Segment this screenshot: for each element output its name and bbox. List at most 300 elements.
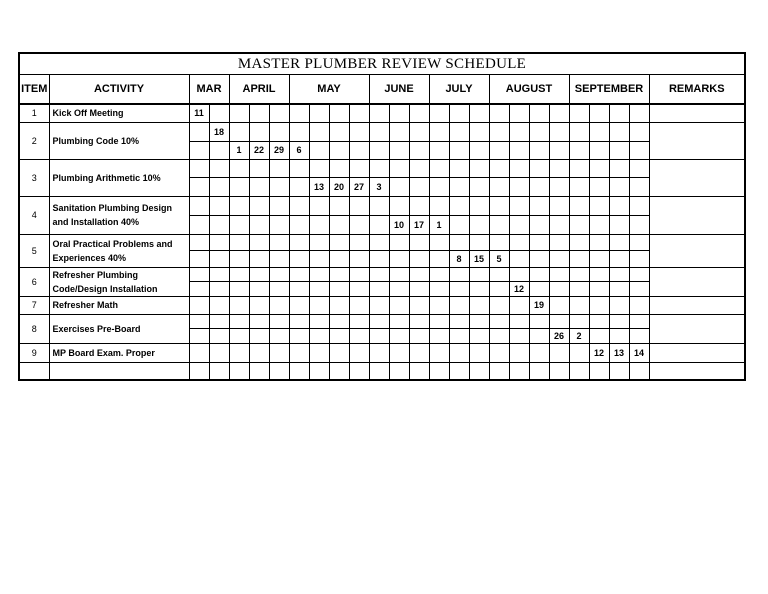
week-cell xyxy=(509,362,529,380)
remarks-cell xyxy=(649,122,745,159)
week-cell xyxy=(549,196,569,215)
week-cell xyxy=(589,104,609,122)
week-cell xyxy=(189,250,209,267)
week-cell xyxy=(289,215,309,234)
week-cell xyxy=(289,159,309,177)
week-cell xyxy=(449,141,469,159)
schedule-body xyxy=(19,104,745,380)
week-cell xyxy=(269,296,289,314)
week-cell xyxy=(269,343,289,362)
week-cell xyxy=(609,196,629,215)
week-cell xyxy=(249,104,269,122)
week-cell xyxy=(229,177,249,196)
week-cell xyxy=(629,282,649,297)
week-cell xyxy=(289,250,309,267)
week-cell xyxy=(229,362,249,380)
week-cell xyxy=(289,362,309,380)
week-cell xyxy=(449,343,469,362)
week-cell xyxy=(209,234,229,250)
week-cell xyxy=(249,159,269,177)
week-cell xyxy=(609,328,629,343)
table-row xyxy=(19,104,745,122)
week-cell xyxy=(569,141,589,159)
schedule-date: 20 xyxy=(329,177,349,196)
week-cell xyxy=(189,122,209,141)
week-cell xyxy=(289,177,309,196)
week-cell xyxy=(349,159,369,177)
week-cell xyxy=(509,296,529,314)
week-cell xyxy=(189,296,209,314)
week-cell xyxy=(509,215,529,234)
week-cell xyxy=(389,250,409,267)
week-cell xyxy=(429,362,449,380)
item-number: 4 xyxy=(19,196,49,234)
week-cell xyxy=(469,328,489,343)
week-cell xyxy=(409,362,429,380)
week-cell xyxy=(269,196,289,215)
week-cell xyxy=(269,215,289,234)
week-cell xyxy=(349,343,369,362)
week-cell xyxy=(249,250,269,267)
week-cell xyxy=(249,282,269,297)
week-cell xyxy=(429,250,449,267)
week-cell xyxy=(309,267,329,282)
week-cell xyxy=(349,362,369,380)
week-cell xyxy=(269,234,289,250)
week-cell xyxy=(329,362,349,380)
week-cell xyxy=(309,215,329,234)
week-cell xyxy=(489,215,509,234)
week-cell xyxy=(229,343,249,362)
week-cell xyxy=(269,122,289,141)
week-cell xyxy=(609,250,629,267)
week-cell xyxy=(309,122,329,141)
week-cell xyxy=(489,177,509,196)
week-cell xyxy=(469,177,489,196)
week-cell xyxy=(589,362,609,380)
week-cell xyxy=(469,296,489,314)
week-cell xyxy=(449,296,469,314)
schedule-date: 12 xyxy=(509,282,529,297)
week-cell xyxy=(189,177,209,196)
table-row xyxy=(19,296,745,314)
week-cell xyxy=(289,267,309,282)
week-cell xyxy=(209,141,229,159)
week-cell xyxy=(449,196,469,215)
week-cell xyxy=(509,343,529,362)
week-cell xyxy=(489,296,509,314)
week-cell xyxy=(409,104,429,122)
week-cell xyxy=(569,104,589,122)
week-cell xyxy=(449,328,469,343)
week-cell xyxy=(329,141,349,159)
week-cell xyxy=(329,122,349,141)
week-cell xyxy=(209,296,229,314)
week-cell xyxy=(569,282,589,297)
week-cell xyxy=(269,282,289,297)
week-cell xyxy=(369,250,389,267)
week-cell xyxy=(409,141,429,159)
week-cell xyxy=(469,141,489,159)
activity-name: Exercises Pre-Board xyxy=(49,314,189,343)
week-cell xyxy=(609,314,629,328)
week-cell xyxy=(589,267,609,282)
week-cell xyxy=(309,362,329,380)
week-cell xyxy=(329,314,349,328)
week-cell xyxy=(349,296,369,314)
week-cell xyxy=(629,159,649,177)
schedule-date: 13 xyxy=(609,343,629,362)
week-cell xyxy=(209,177,229,196)
week-cell xyxy=(469,215,489,234)
schedule-date: 10 xyxy=(389,215,409,234)
week-cell xyxy=(349,314,369,328)
week-cell xyxy=(449,314,469,328)
week-cell xyxy=(189,314,209,328)
week-cell xyxy=(489,159,509,177)
week-cell xyxy=(249,215,269,234)
week-cell xyxy=(609,234,629,250)
week-cell xyxy=(389,267,409,282)
week-cell xyxy=(529,196,549,215)
week-cell xyxy=(629,362,649,380)
activity-name: Oral Practical Problems and Experiences 40% xyxy=(49,234,189,267)
week-cell xyxy=(249,343,269,362)
week-cell xyxy=(629,250,649,267)
week-cell xyxy=(449,159,469,177)
week-cell xyxy=(509,234,529,250)
week-cell xyxy=(529,314,549,328)
week-cell xyxy=(349,215,369,234)
week-cell xyxy=(449,122,469,141)
week-cell xyxy=(289,196,309,215)
schedule-date: 2 xyxy=(569,328,589,343)
week-cell xyxy=(229,314,249,328)
week-cell xyxy=(489,343,509,362)
week-cell xyxy=(529,250,549,267)
week-cell xyxy=(509,141,529,159)
schedule-title: MASTER PLUMBER REVIEW SCHEDULE xyxy=(19,53,745,75)
week-cell xyxy=(589,234,609,250)
week-cell xyxy=(189,159,209,177)
week-cell xyxy=(629,215,649,234)
week-cell xyxy=(529,215,549,234)
week-cell xyxy=(329,296,349,314)
week-cell xyxy=(209,314,229,328)
schedule-date: 8 xyxy=(449,250,469,267)
week-cell xyxy=(369,141,389,159)
week-cell xyxy=(289,328,309,343)
week-cell xyxy=(629,328,649,343)
week-cell xyxy=(409,159,429,177)
week-cell xyxy=(489,122,509,141)
week-cell xyxy=(489,267,509,282)
week-cell xyxy=(229,159,249,177)
week-cell xyxy=(249,196,269,215)
week-cell xyxy=(549,314,569,328)
week-cell xyxy=(389,177,409,196)
week-cell xyxy=(549,343,569,362)
week-cell xyxy=(549,141,569,159)
week-cell xyxy=(329,343,349,362)
week-cell xyxy=(389,282,409,297)
week-cell xyxy=(589,314,609,328)
week-cell xyxy=(369,196,389,215)
week-cell xyxy=(189,196,209,215)
week-cell xyxy=(389,104,409,122)
month-header-june: JUNE xyxy=(369,75,429,105)
week-cell xyxy=(389,122,409,141)
week-cell xyxy=(409,343,429,362)
week-cell xyxy=(389,343,409,362)
week-cell xyxy=(569,343,589,362)
week-cell xyxy=(369,104,389,122)
week-cell xyxy=(589,177,609,196)
review-schedule-table xyxy=(18,52,746,381)
week-cell xyxy=(269,362,289,380)
week-cell xyxy=(449,234,469,250)
week-cell xyxy=(509,314,529,328)
item-number: 8 xyxy=(19,314,49,343)
week-cell xyxy=(589,296,609,314)
week-cell xyxy=(209,267,229,282)
week-cell xyxy=(209,282,229,297)
week-cell xyxy=(449,177,469,196)
schedule-date: 11 xyxy=(189,104,209,122)
week-cell xyxy=(409,196,429,215)
week-cell xyxy=(329,196,349,215)
table-row xyxy=(19,196,745,215)
week-cell xyxy=(389,328,409,343)
week-cell xyxy=(269,314,289,328)
week-cell xyxy=(349,141,369,159)
week-cell xyxy=(289,314,309,328)
week-cell xyxy=(529,362,549,380)
item-number: 6 xyxy=(19,267,49,296)
table-row xyxy=(19,234,745,250)
week-cell xyxy=(629,314,649,328)
week-cell xyxy=(189,234,209,250)
remarks-cell xyxy=(649,296,745,314)
week-cell xyxy=(209,104,229,122)
week-cell xyxy=(509,196,529,215)
schedule-date: 14 xyxy=(629,343,649,362)
week-cell xyxy=(529,234,549,250)
week-cell xyxy=(229,267,249,282)
week-cell xyxy=(409,234,429,250)
week-cell xyxy=(429,343,449,362)
week-cell xyxy=(529,104,549,122)
week-cell xyxy=(289,122,309,141)
schedule-date: 19 xyxy=(529,296,549,314)
week-cell xyxy=(469,343,489,362)
week-cell xyxy=(309,234,329,250)
week-cell xyxy=(609,104,629,122)
week-cell xyxy=(349,282,369,297)
week-cell xyxy=(569,215,589,234)
week-cell xyxy=(209,196,229,215)
schedule-date: 5 xyxy=(489,250,509,267)
week-cell xyxy=(469,282,489,297)
week-cell xyxy=(549,296,569,314)
week-cell xyxy=(549,215,569,234)
activity-name: Plumbing Code 10% xyxy=(49,122,189,159)
week-cell xyxy=(329,104,349,122)
schedule-date: 29 xyxy=(269,141,289,159)
week-cell xyxy=(449,104,469,122)
week-cell xyxy=(369,267,389,282)
week-cell xyxy=(329,215,349,234)
month-header-april: APRIL xyxy=(229,75,289,105)
week-cell xyxy=(289,234,309,250)
remarks-cell xyxy=(649,362,745,380)
activity-name: Plumbing Arithmetic 10% xyxy=(49,159,189,196)
week-cell xyxy=(229,104,249,122)
week-cell xyxy=(569,159,589,177)
week-cell xyxy=(429,328,449,343)
week-cell xyxy=(429,122,449,141)
week-cell xyxy=(589,159,609,177)
week-cell xyxy=(489,141,509,159)
week-cell xyxy=(389,159,409,177)
week-cell xyxy=(349,267,369,282)
week-cell xyxy=(309,314,329,328)
week-cell xyxy=(509,159,529,177)
week-cell xyxy=(249,177,269,196)
week-cell xyxy=(269,159,289,177)
week-cell xyxy=(609,159,629,177)
week-cell xyxy=(229,215,249,234)
week-cell xyxy=(529,267,549,282)
week-cell xyxy=(509,250,529,267)
remarks-cell xyxy=(649,267,745,296)
week-cell xyxy=(489,282,509,297)
week-cell xyxy=(209,250,229,267)
week-cell xyxy=(209,343,229,362)
week-cell xyxy=(369,362,389,380)
week-cell xyxy=(629,104,649,122)
week-cell xyxy=(229,328,249,343)
month-header-july: JULY xyxy=(429,75,489,105)
week-cell xyxy=(529,343,549,362)
week-cell xyxy=(589,215,609,234)
week-cell xyxy=(609,267,629,282)
week-cell xyxy=(349,104,369,122)
week-cell xyxy=(249,234,269,250)
week-cell xyxy=(429,282,449,297)
item-number xyxy=(19,362,49,380)
week-cell xyxy=(469,122,489,141)
week-cell xyxy=(509,328,529,343)
week-cell xyxy=(549,267,569,282)
schedule-date: 22 xyxy=(249,141,269,159)
week-cell xyxy=(389,196,409,215)
activity-name: Sanitation Plumbing Design and Installation 40% xyxy=(49,196,189,234)
week-cell xyxy=(409,282,429,297)
schedule-date: 27 xyxy=(349,177,369,196)
remarks-cell xyxy=(649,104,745,122)
week-cell xyxy=(329,159,349,177)
week-cell xyxy=(389,141,409,159)
item-number: 5 xyxy=(19,234,49,267)
week-cell xyxy=(629,267,649,282)
week-cell xyxy=(569,362,589,380)
week-cell xyxy=(309,196,329,215)
month-header-september: SEPTEMBER xyxy=(569,75,649,105)
week-cell xyxy=(469,104,489,122)
week-cell xyxy=(289,296,309,314)
week-cell xyxy=(609,215,629,234)
week-cell xyxy=(449,215,469,234)
week-cell xyxy=(449,362,469,380)
week-cell xyxy=(389,234,409,250)
week-cell xyxy=(609,177,629,196)
week-cell xyxy=(409,328,429,343)
week-cell xyxy=(529,328,549,343)
week-cell xyxy=(629,296,649,314)
week-cell xyxy=(189,343,209,362)
schedule-date: 13 xyxy=(309,177,329,196)
week-cell xyxy=(269,177,289,196)
week-cell xyxy=(469,159,489,177)
week-cell xyxy=(469,362,489,380)
week-cell xyxy=(529,177,549,196)
schedule-date: 3 xyxy=(369,177,389,196)
week-cell xyxy=(409,267,429,282)
week-cell xyxy=(529,122,549,141)
week-cell xyxy=(209,328,229,343)
week-cell xyxy=(569,250,589,267)
week-cell xyxy=(389,362,409,380)
week-cell xyxy=(369,159,389,177)
week-cell xyxy=(349,122,369,141)
week-cell xyxy=(249,314,269,328)
week-cell xyxy=(629,234,649,250)
item-header: ITEM xyxy=(19,75,49,105)
week-cell xyxy=(229,250,249,267)
remarks-header: REMARKS xyxy=(649,75,745,105)
week-cell xyxy=(329,267,349,282)
week-cell xyxy=(329,282,349,297)
week-cell xyxy=(249,122,269,141)
week-cell xyxy=(449,267,469,282)
schedule-date: 18 xyxy=(209,122,229,141)
week-cell xyxy=(249,362,269,380)
week-cell xyxy=(489,196,509,215)
week-cell xyxy=(369,328,389,343)
week-cell xyxy=(629,177,649,196)
week-cell xyxy=(229,196,249,215)
month-header-august: AUGUST xyxy=(489,75,569,105)
schedule-date: 15 xyxy=(469,250,489,267)
activity-name xyxy=(49,362,189,380)
week-cell xyxy=(429,159,449,177)
week-cell xyxy=(369,343,389,362)
week-cell xyxy=(589,141,609,159)
week-cell xyxy=(409,122,429,141)
week-cell xyxy=(549,234,569,250)
schedule-date: 1 xyxy=(429,215,449,234)
week-cell xyxy=(609,296,629,314)
week-cell xyxy=(549,104,569,122)
week-cell xyxy=(369,234,389,250)
item-number: 3 xyxy=(19,159,49,196)
week-cell xyxy=(289,104,309,122)
activity-header: ACTIVITY xyxy=(49,75,189,105)
week-cell xyxy=(489,104,509,122)
week-cell xyxy=(369,282,389,297)
week-cell xyxy=(509,122,529,141)
